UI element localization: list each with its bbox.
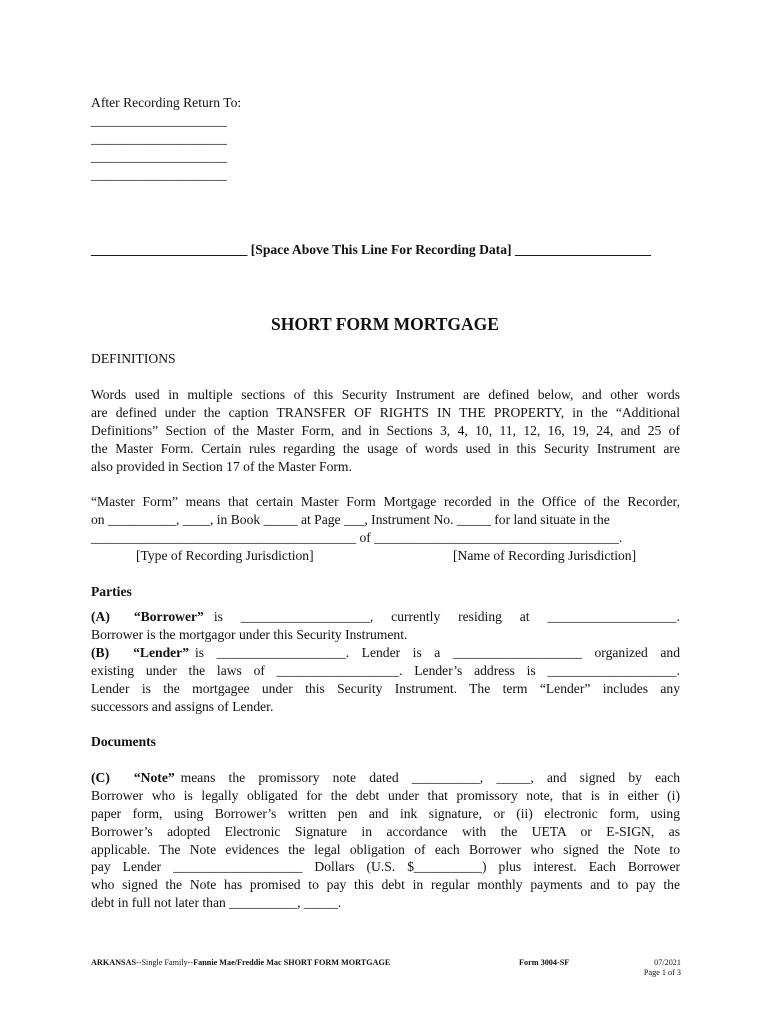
jurisdiction-type-label: [Type of Recording Jurisdiction] [136, 548, 314, 563]
paragraph-line: also provided in Section 17 of the Master Form. [91, 459, 352, 474]
paragraph-line: Borrower who is legally obligated for the debt under that promissory note, that is in either (i) [91, 788, 680, 803]
borrower-line [91, 608, 680, 626]
return-to-line: ____________________ [91, 113, 227, 128]
return-to-line: ____________________ [91, 167, 227, 182]
jurisdiction-name-label: [Name of Recording Jurisdiction] [453, 548, 637, 563]
footer-title: Fannie Mae/Freddie Mac SHORT FORM MORTGAGE [193, 958, 391, 967]
paragraph-line: Borrower’s adopted Electronic Signature in accordance with the UETA or E-SIGN, as [91, 824, 680, 839]
recording-line-right: ____________________ [514, 242, 651, 257]
lender-line [91, 644, 680, 662]
document-title: SHORT FORM MORTGAGE [271, 314, 499, 334]
note-line-text: means the promissory note dated __________, _____, and signed by each [180, 770, 680, 785]
definitions-heading: DEFINITIONS [91, 351, 176, 366]
recording-data-line [91, 241, 651, 259]
paragraph-line: debt in full not later than __________, _____. [91, 895, 342, 910]
paragraph-line: applicable. The Note evidences the legal obligation of each Borrower who signed the Note to [91, 842, 680, 857]
paragraph-line: “Master Form” means that certain Master Form Mortgage recorded in the Office of the Recorder, [91, 494, 680, 509]
lender-term: “Lender” [133, 645, 190, 660]
paragraph-line: pay Lender ___________________ Dollars (U.S. $__________) plus interest. Each Borrower [91, 859, 680, 874]
paragraph-line: on __________, ____, in Book _____ at Page ___, Instrument No. _____ for land situate in the [91, 512, 610, 527]
paragraph-line: Definitions” Section of the Master Form, and in Sections 3, 4, 10, 11, 12, 16, 19, 24, and 25 of [91, 423, 680, 438]
paragraph-line: Lender is the mortgagee under this Security Instrument. The term “Lender” includes any [91, 681, 680, 696]
paragraph-line: Borrower is the mortgagor under this Security Instrument. [91, 627, 408, 642]
paragraph-line: successors and assigns of Lender. [91, 699, 274, 714]
borrower-line-text: is ___________________, currently residing at ___________________. [213, 609, 680, 624]
return-to-line: ____________________ [91, 131, 227, 146]
paragraph-line: Words used in multiple sections of this Security Instrument are defined below, and other words [91, 387, 680, 402]
return-to-line: ____________________ [91, 149, 227, 164]
footer-form-number: Form 3004-SF [519, 958, 570, 967]
paragraph-line: are defined under the caption TRANSFER OF RIGHTS IN THE PROPERTY, in the “Additional [91, 405, 680, 420]
return-to-label: After Recording Return To: [91, 95, 242, 110]
note-marker: (C) [91, 770, 110, 785]
paragraph-line: the Master Form. Certain rules regarding the usage of words used in this Security Instrument are [91, 441, 680, 456]
paragraph-line: paper form, using Borrower’s written pen and ink signature, or (ii) electronic form, using [91, 806, 680, 821]
borrower-marker: (A) [91, 609, 110, 624]
borrower-term: “Borrower” [133, 609, 204, 624]
footer-family: --Single Family-- [136, 958, 194, 967]
paragraph-line: existing under the laws of __________________. Lender’s address is ___________________. [91, 663, 680, 678]
recording-line-left: _______________________ [91, 242, 248, 257]
paragraph-line: _______________________________________ of ____________________________________. [91, 530, 623, 545]
documents-heading: Documents [91, 734, 156, 749]
note-term: “Note” [133, 770, 175, 785]
footer-form-title [91, 958, 390, 968]
lender-marker: (B) [91, 645, 110, 660]
note-line [91, 769, 680, 787]
lender-line-text: is ___________________. Lender is a ___________________ organized and [195, 645, 680, 660]
recording-line-text: [Space Above This Line For Recording Data] [250, 242, 512, 257]
footer-state: ARKANSAS [91, 958, 137, 967]
footer-page-number: Page 1 of 3 [643, 968, 681, 977]
parties-heading: Parties [91, 584, 132, 599]
paragraph-line: who signed the Note has promised to pay this debt in regular monthly payments and to pay the [91, 877, 680, 892]
footer-date: 07/2021 [654, 958, 681, 967]
